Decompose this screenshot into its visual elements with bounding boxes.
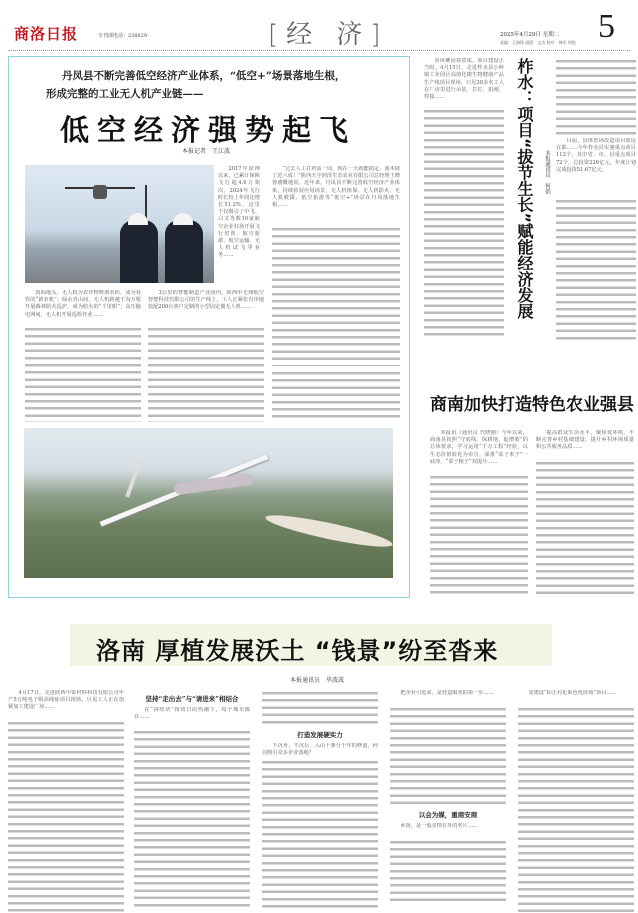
body-text-block [134,729,250,909]
page-number: 5 [598,8,615,45]
body-text-block [390,839,506,905]
luonan-subhead: 打造发展硬实力 [297,731,343,739]
zhashui-headline: 柞水：项目“拔节生长”赋能经济发展 [515,58,534,320]
body-text-block [262,759,378,909]
zhashui-byline: 本报通讯员 何娟 [544,150,550,194]
lead-paragraph: 3公里的智能制造产业园内，陕西中无翔航空智能科技有限公司的生产线上，工人正紧张有序地装配200台客户定制的小型固定翼无人机…… [148,290,264,311]
body-text-block [25,326,141,422]
lead-paragraph: “过去人工打药需一周，现在一天就能搞定，成本降了近六成！”陕西天宇润泽生态农业有限公司总经理王晓蓉感慨地说。近年来，丹凤县不断完善低空经济产业体系，持续拓展应用场景，无人机植保、无人机防火、无人机救援、低空旅游等“低空+”场景在丹凤落地生根…… [272,166,400,209]
issue-date: 2025年4月29日 星期二 [500,32,560,38]
shangnan-headline: 商南加快打造特色农业强县 [430,395,634,415]
luonan-paragraph: 在“拼经济”按钮日的热潮下，每个城市都在…… [134,707,250,721]
luonan-paragraph: 把企业引进来，是营造服务的第一步…… [400,690,494,696]
luonan-byline: 本报通讯员 毕波波 [290,677,345,684]
body-text-block [390,706,506,806]
phone-number: 专刊部电话：238829 [98,33,148,39]
newspaper-logo: 商洛日报 [14,25,79,43]
lead-paragraph: 2017年徐博以来，已累计保障飞行超4.6万架次，2024年飞行时长较上年同比增长51.2%。这里不仅吸引了中飞、白又等数10家航空企业驻场开展飞行培训、航空旅游、航空运输、无人机试飞等业务…… [218,166,260,259]
header-divider [8,50,630,51]
body-text-block [424,108,504,340]
body-text-block [8,720,124,912]
lead-kicker-2: 形成完整的工业无人机产业链—— [46,88,204,100]
lead-paragraph: 闾阎地头，无人机为农作物喷洒农药，成为春管的“新农机”；绿水青山间，无人机跨越千沟万壑开展森林防火巡护，成为防火的“千里眼”；高压输电网间，无人机开展巡检作业…… [25,290,141,318]
luonan-headline-banner [70,624,552,666]
body-text-block [148,326,264,422]
luonan-headline: 洛南 厚植发展沃土 “钱景”纷至沓来 [96,637,499,665]
shangnan-paragraph: 本报讯（通讯员 代晓刚）今年以来，商南县按照“守底线、保耕地、促增收”的总体要求，学习运用“千万工程”经验，以生态价值转化为牵引，深推“菜子米子”一底座、“菜子粮子”双提升…… [430,430,528,465]
luonan-paragraph: 不沉舟，不沉坛，入山十条分千年的修道，何以吸引众多企业落地？ [262,743,378,757]
drone-operators-photo [25,165,214,283]
body-text-block [272,370,400,422]
fixed-wing-drone-photo [24,428,393,578]
body-text-block [272,226,400,366]
body-text-block [430,474,528,595]
luonan-subhead: 以会为媒，重商安商 [418,811,478,819]
luonan-paragraph: 变建设“标正村化系色优征商”项目…… [528,690,617,696]
lead-kicker-1: 丹凤县不断完善低空经济产业体系，“低空+”场景落地生根， [62,70,346,82]
section-title: [经 济] [268,20,389,50]
body-text-block [556,198,636,340]
body-text-block [556,58,636,138]
editor-credits: 责编：王海锋 组版：文洁 校对：韩军 明悦 [500,40,576,45]
lead-byline: 本报记者 王江波 [182,148,231,155]
luonan-paragraph: 4月17日，走进陕西中泰材料科技有限公司年产5万吨电子级高纯硅项目现场，只见工人正在加紧加工建设厂房…… [8,690,124,711]
body-text-block [518,706,634,912]
lead-headline: 低空经济强势起飞 [60,113,357,147]
shangnan-paragraph: 提高群众生活水平，聚焦优环境，不断完善乡村基础建设，提升乡村环境质量和公共服务品质…… [536,430,634,451]
zhashui-paragraph: 春风柳园春意浓，项目建设正当时。4月15日，走进柞水县小岭镇工业园区高值化微生物健康产品生产线项目现场，只见30多名工人在厂房里进行吊装、打钉、扣剐、焊接…… [424,58,504,101]
zhashui-paragraph: 目前，县体育场改造项目收尾在即……今年柞水县实施重点项目113个，其中省、市、县重点项目72个，总投资226亿元，年度计划完成投资51.67亿元。 [556,138,636,173]
luonan-paragraph: 乡贤，是一股亲情在外的名片…… [400,823,479,829]
body-text-block [262,690,378,726]
body-text-block [536,460,634,595]
luonan-subhead: 坚持“走出去”与“请进来”相结合 [145,695,239,703]
